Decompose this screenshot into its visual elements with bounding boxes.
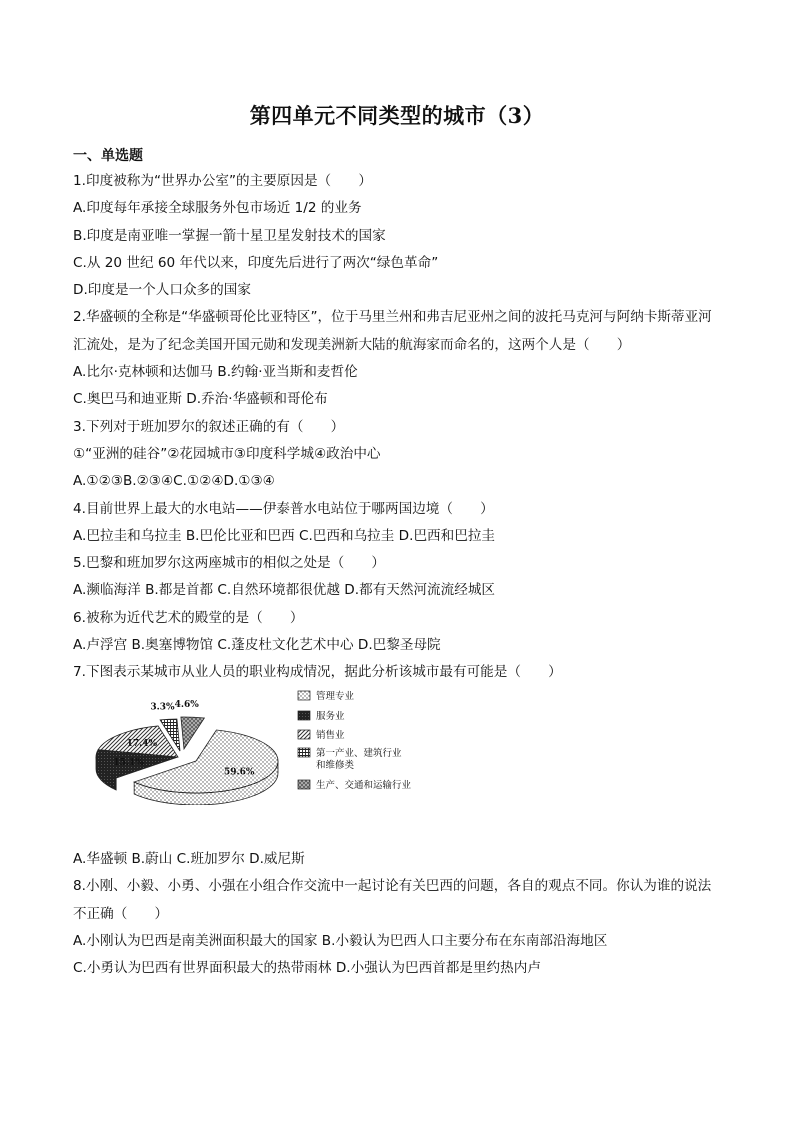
text-line-14: 5.巴黎和班加罗尔这两座城市的相似之处是（ ） (73, 555, 386, 572)
text-line-13: A.巴拉圭和乌拉圭 B.巴伦比亚和巴西 C.巴西和乌拉圭 D.巴西和巴拉圭 (73, 527, 496, 544)
legend-label-3-0: 第一产业、建筑行业 (316, 748, 402, 759)
pie-label-1: 15.1% (113, 757, 144, 768)
text-line-after-4: C.小勇认为巴西有世界面积最大的热带雨林 D.小强认为巴西首都是里约热内卢 (73, 960, 541, 977)
text-line-7: A.比尔·克林顿和达伽马 B.约翰·亚当斯和麦哲伦 (73, 364, 358, 381)
text-line-after-0: A.华盛顿 B.蔚山 C.班加罗尔 D.威尼斯 (73, 851, 305, 867)
text-line-15: A.濒临海洋 B.都是首都 C.自然环境都很优越 D.都有天然河流流经城区 (73, 582, 496, 599)
legend-label-0-0: 管理专业 (316, 691, 355, 702)
legend-swatch-2 (298, 730, 310, 739)
text-line-11: A.①②③B.②③④C.①②④D.①③④ (73, 473, 275, 490)
text-line-17: A.卢浮宫 B.奥塞博物馆 C.蓬皮杜文化艺术中心 D.巴黎圣母院 (73, 637, 441, 654)
legend-label-2-0: 销售业 (316, 730, 345, 741)
question-lines-after-chart (73, 846, 733, 982)
occupation-pie-chart (70, 685, 450, 805)
text-line-4: D.印度是一个人口众多的国家 (73, 282, 251, 299)
legend-label-3-1: 和维修类 (316, 760, 355, 771)
text-line-8: C.奥巴马和迪亚斯 D.乔治·华盛顿和哥伦布 (73, 391, 328, 408)
legend-swatch-3 (298, 748, 310, 757)
question-lines (73, 168, 733, 687)
text-line-after-2: 不正确（ ） (73, 905, 169, 922)
text-line-after-3: A.小刚认为巴西是南美洲面积最大的国家 B.小毅认为巴西人口主要分布在东南部沿海地区 (73, 932, 608, 949)
legend-swatch-0 (298, 691, 310, 700)
text-line-0: 1.印度被称为“世界办公室”的主要原因是（ ） (73, 173, 372, 189)
text-line-18: 7.下图表示某城市从业人员的职业构成情况，据此分析该城市最有可能是（ ） (73, 664, 562, 681)
legend-swatch-4 (298, 780, 310, 789)
page-title: 第四单元不同类型的城市（3） (249, 103, 545, 128)
pie-label-0: 59.6% (224, 767, 255, 778)
text-line-5: 2.华盛顿的全称是“华盛顿哥伦比亚特区”，位于马里兰州和弗吉尼亚州之间的波托马克河与阿纳卡斯蒂亚河 (73, 309, 712, 326)
text-line-3: C.从 20 世纪 60 年代以来，印度先后进行了两次“绿色革命” (73, 254, 439, 271)
text-line-16: 6.被称为近代艺术的殿堂的是（ ） (73, 609, 304, 626)
pie-label-2: 17.4% (126, 739, 158, 750)
section-heading: 一、单选题 (73, 148, 143, 164)
legend-label-4-0: 生产、交通和运输行业 (316, 780, 412, 791)
pie-chart-svg (70, 685, 450, 805)
pie-legend (298, 690, 412, 791)
text-line-12: 4.目前世界上最大的水电站——伊泰普水电站位于哪两国边境（ ） (73, 500, 494, 517)
text-line-9: 3.下列对于班加罗尔的叙述正确的有（ ） (73, 418, 345, 435)
text-line-after-1: 8.小刚、小毅、小勇、小强在小组合作交流中一起讨论有关巴西的问题，各自的观点不同。你认为谁的说法 (73, 878, 712, 895)
pie-label-3: 3.3% (150, 702, 175, 713)
legend-label-1-0: 服务业 (316, 711, 345, 722)
pie-slice-4 (181, 717, 204, 749)
text-line-6: 汇流处，是为了纪念美国开国元勋和发现美洲新大陆的航海家而命名的，这两个人是（ ） (73, 336, 631, 353)
text-line-1: A.印度每年承接全球服务外包市场近 1/2 的业务 (73, 200, 362, 217)
legend-swatch-1 (298, 711, 310, 720)
text-line-2: B.印度是南亚唯一掌握一箭十星卫星发射技术的国家 (73, 227, 386, 244)
text-line-10: ①“亚洲的硅谷”②花园城市③印度科学城④政治中心 (73, 445, 381, 462)
pie-label-4: 4.6% (174, 700, 199, 711)
